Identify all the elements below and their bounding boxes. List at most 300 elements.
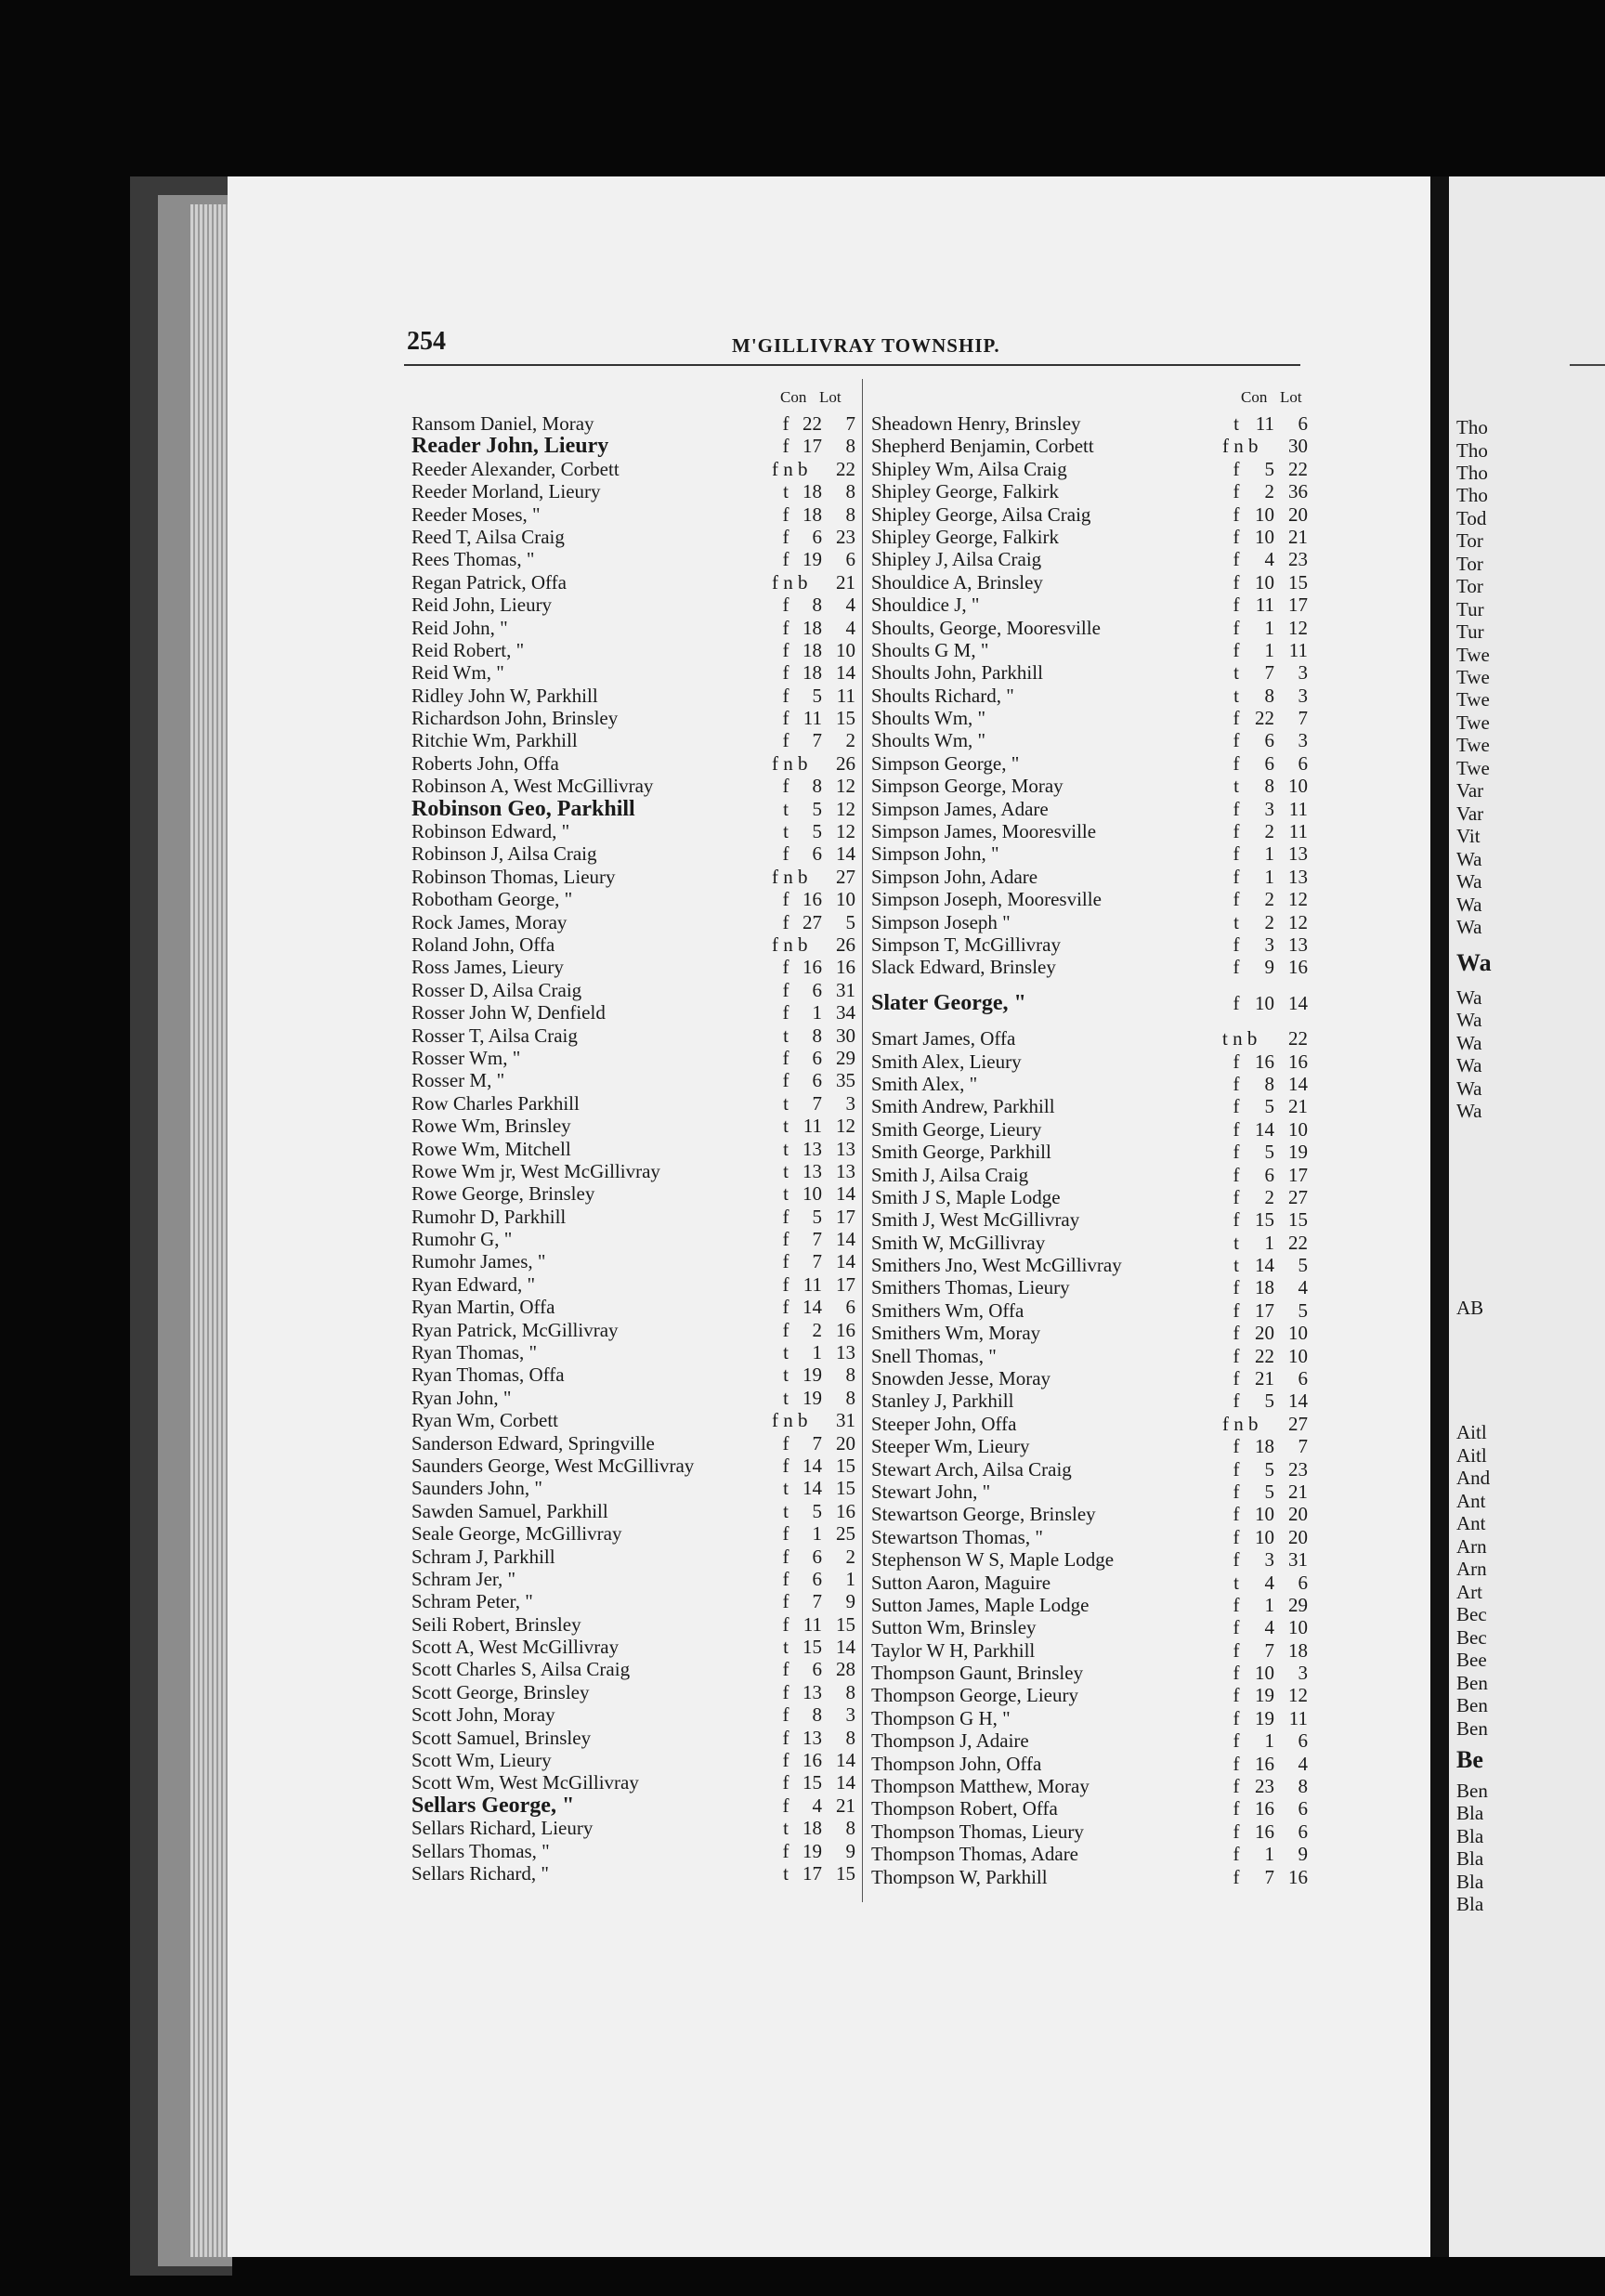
entry-name: Thompson G H, " [871,1706,1011,1729]
directory-entry [871,1141,1308,1163]
entry-name: Rock James, Moray [411,910,568,933]
facing-page-fragment: Wa [1456,894,1482,916]
tenure-type: f [782,1680,789,1703]
directory-entry [411,752,857,775]
directory-entry [871,1866,1308,1888]
directory-entry [411,548,857,570]
directory-entry [411,412,857,435]
directory-entry [411,1069,857,1091]
concession: 19 [1255,1706,1274,1729]
lot: 11 [836,684,855,707]
entry-name: Simpson Joseph, Mooresville [871,888,1102,911]
entry-name: Scott Samuel, Brinsley [411,1726,592,1749]
lot: 6 [1298,751,1308,775]
lot: 11 [1288,797,1308,820]
concession: 15 [1255,1208,1274,1232]
lot: 2 [845,1545,855,1568]
tenure-type: f [1233,1729,1240,1753]
directory-entry [871,911,1308,933]
directory-entry [871,1389,1308,1412]
facing-page-fragment: Wa [1456,848,1482,870]
directory-entry [871,707,1308,729]
entry-name: Richardson John, Brinsley [411,707,619,730]
lot: 28 [836,1658,855,1681]
lot: 12 [1288,1684,1308,1707]
directory-entry [411,911,857,933]
concession: 19 [802,1839,822,1862]
facing-page-fragment: Tur [1456,598,1484,620]
lot: 31 [836,978,855,1001]
tenure-type: f [1233,1525,1240,1548]
lot: 36 [1288,480,1308,503]
entry-name: Ryan Martin, Offa [411,1296,555,1319]
concession: 1 [1264,638,1274,661]
tenure-type: f n b [772,1409,808,1432]
tenure-type: f [782,1001,789,1024]
lot: 17 [1288,594,1308,617]
lot: 5 [1298,1298,1308,1322]
entry-name: Simpson T, McGillivray [871,933,1061,956]
directory-entry [871,1503,1308,1525]
concession: 16 [802,956,822,979]
lot: 13 [1288,842,1308,866]
concession: 7 [1264,1865,1274,1888]
concession: 11 [802,1115,822,1138]
lot: 17 [1288,1163,1308,1186]
tenure-type: f [1233,1706,1240,1729]
entry-name: Smithers Thomas, Lieury [871,1276,1070,1299]
entry-name: Slack Edward, Brinsley [871,956,1056,979]
tenure-type: f [782,616,789,639]
facing-page-fragment: Bla [1456,1871,1484,1893]
tenure-type: f [782,1431,789,1455]
entry-name: Robinson Edward, " [411,820,570,843]
lot: 16 [836,1318,855,1341]
concession: 5 [812,797,822,820]
directory-entry [871,752,1308,775]
facing-page-fragment: Bla [1456,1893,1484,1915]
entry-name: Ransom Daniel, Moray [411,412,594,435]
lot: 5 [845,910,855,933]
tenure-type: f [1233,1548,1240,1572]
directory-entry [871,548,1308,570]
concession: 10 [1255,991,1274,1014]
entry-name: Simpson Joseph " [871,910,1011,933]
directory-entry [871,480,1308,502]
directory-entry [871,842,1308,865]
tenure-type: t [783,1159,789,1182]
lot: 7 [1298,707,1308,730]
entry-name: Rowe Wm jr, West McGillivray [411,1159,660,1182]
concession: 5 [812,684,822,707]
tenure-type: t [783,1862,789,1885]
concession: 8 [1264,684,1274,707]
directory-entry [411,503,857,526]
facing-page [1449,176,1605,2257]
concession: 5 [812,820,822,843]
tenure-type: f n b [1222,435,1259,458]
lot: 13 [836,1341,855,1364]
concession: 13 [802,1137,822,1160]
entry-name: Scott A, West McGillivray [411,1636,620,1659]
lot: 34 [836,1001,855,1024]
concession: 8 [812,1703,822,1727]
lot: 2 [845,729,855,752]
lot: 14 [836,661,855,685]
directory-entry [871,820,1308,842]
tenure-type: t [783,1115,789,1138]
concession: 14 [802,1477,822,1500]
concession: 4 [812,1794,822,1817]
tenure-type: f [1233,842,1240,866]
directory-entry [871,1820,1308,1843]
tenure-type: t [783,1499,789,1522]
directory-entry [411,707,857,729]
concession: 1 [812,1341,822,1364]
lot: 10 [836,638,855,661]
lot: 3 [845,1703,855,1727]
facing-page-fragment: Wa [1456,870,1482,893]
tenure-type: f [1233,1616,1240,1639]
entry-name: Sheadown Henry, Brinsley [871,412,1081,435]
tenure-type: f [782,1726,789,1749]
entry-name: Smith J S, Maple Lodge [871,1185,1061,1208]
facing-page-fragment: Ben [1456,1780,1488,1802]
tenure-type: f [1233,729,1240,752]
directory-entry [411,1840,857,1862]
concession: 18 [802,480,822,503]
directory-entry [411,435,857,457]
tenure-type: t [783,1363,789,1387]
lot: 30 [1288,435,1308,458]
right-column [871,412,1308,1888]
directory-entry [411,866,857,888]
lot: 3 [1298,729,1308,752]
directory-entry [411,775,857,797]
lot: 3 [1298,1662,1308,1685]
tenure-type: f [1233,502,1240,526]
tenure-type: f [782,842,789,866]
tenure-type: f [782,1272,789,1296]
lot: 20 [1288,1503,1308,1526]
concession: 9 [1264,956,1274,979]
entry-name: Ryan Edward, " [411,1272,536,1296]
tenure-type: f [782,1069,789,1092]
running-title: M'GILLIVRAY TOWNSHIP. [732,334,1000,357]
concession: 10 [1255,570,1274,594]
tenure-type: f [782,707,789,730]
entry-name: Slater George, " [871,990,1026,1015]
lot: 6 [1298,1571,1308,1594]
directory-entry [411,888,857,910]
concession: 7 [812,1250,822,1273]
directory-entry [871,1413,1308,1435]
lot: 17 [836,1205,855,1228]
directory-entry [871,1843,1308,1865]
entry-name: Shouldice J, " [871,594,980,617]
directory-entry [411,1024,857,1047]
directory-entry [411,1206,857,1228]
directory-entry [411,1341,857,1363]
tenure-type: f [1233,1389,1240,1413]
entry-name: Sellars Richard, " [411,1862,549,1885]
entry-name: Smithers Wm, Moray [871,1322,1041,1345]
directory-entry [871,1526,1308,1548]
tenure-type: f [782,775,789,798]
tenure-type: t [783,1477,789,1500]
concession: 19 [1255,1684,1274,1707]
concession: 7 [812,1091,822,1115]
directory-entry [411,1001,857,1024]
directory-entry [411,526,857,548]
lot: 9 [1298,1843,1308,1866]
concession: 10 [802,1182,822,1206]
entry-name: Smith Andrew, Parkhill [871,1095,1055,1118]
right-lot-header: Lot [1280,388,1302,406]
facing-page-fragment: Twe [1456,711,1490,734]
lot: 8 [845,1680,855,1703]
entry-name: Schram Jer, " [411,1567,516,1590]
directory-entry [871,503,1308,526]
entry-name: Reid Robert, " [411,638,525,661]
tenure-type: f [782,1296,789,1319]
tenure-type: t [783,797,789,820]
right-con-header: Con [1241,388,1268,406]
entry-name: Taylor W H, Parkhill [871,1638,1036,1662]
facing-page-fragment: Vit [1456,825,1481,847]
lot: 8 [845,502,855,526]
lot: 21 [836,1794,855,1817]
tenure-type: f [1233,1276,1240,1299]
entry-name: Rowe Wm, Brinsley [411,1115,571,1138]
concession: 27 [802,910,822,933]
tenure-type: f [1233,525,1240,548]
entry-name: Smith J, Ailsa Craig [871,1163,1029,1186]
entry-name: Rees Thomas, " [411,548,535,571]
concession: 10 [1255,502,1274,526]
tenure-type: f [1233,570,1240,594]
concession: 7 [812,1590,822,1613]
entry-name: Shoults, George, Mooresville [871,616,1101,639]
concession: 11 [1255,412,1274,435]
tenure-type: f [782,1454,789,1477]
concession: 7 [812,1228,822,1251]
tenure-type: f [1233,991,1240,1014]
directory-entry [411,1590,857,1612]
lot: 10 [1288,1117,1308,1141]
entry-name: Sellars Thomas, " [411,1839,550,1862]
entry-name: Scott Charles S, Ailsa Craig [411,1658,631,1681]
lot: 15 [836,707,855,730]
facing-page-fragment: Twe [1456,666,1490,688]
concession: 11 [802,1612,822,1636]
concession: 2 [812,1318,822,1341]
directory-entry [411,1703,857,1726]
directory-entry [411,798,857,820]
entry-name: Thompson Thomas, Lieury [871,1820,1084,1843]
lot: 26 [836,751,855,775]
directory-entry [411,685,857,707]
concession: 7 [812,729,822,752]
entry-name: Thompson Thomas, Adare [871,1843,1079,1866]
concession: 4 [1264,548,1274,571]
tenure-type: f [782,729,789,752]
concession: 1 [1264,865,1274,888]
concession: 16 [802,888,822,911]
lot: 6 [1298,1797,1308,1820]
lot: 20 [836,1431,855,1455]
column-divider [862,379,863,1902]
lot: 23 [836,525,855,548]
lot: 27 [836,865,855,888]
facing-page-fragment: Tho [1456,484,1488,506]
facing-page-fragment: Wa [1456,986,1482,1009]
facing-page-fragment: Tor [1456,575,1483,597]
facing-page-fragment: Wa [1456,1077,1482,1100]
lot: 20 [1288,1525,1308,1548]
entry-name: Thompson George, Lieury [871,1684,1078,1707]
tenure-type: t [783,1182,789,1206]
entry-name: Thompson Robert, Offa [871,1797,1058,1820]
entry-name: Rumohr James, " [411,1250,546,1273]
lot: 15 [1288,570,1308,594]
concession: 17 [802,1862,822,1885]
concession: 1 [1264,616,1274,639]
concession: 16 [1255,1050,1274,1073]
tenure-type: f [1233,1843,1240,1866]
lot: 11 [1288,1706,1308,1729]
lot: 4 [845,616,855,639]
entry-name: Stanley J, Parkhill [871,1389,1014,1413]
concession: 1 [812,1522,822,1546]
lot: 6 [1298,412,1308,435]
entry-name: Rosser D, Ailsa Craig [411,978,582,1001]
directory-entry [871,1232,1308,1254]
tenure-type: t [783,1817,789,1840]
concession: 22 [1255,1344,1274,1367]
concession: 1 [1264,1729,1274,1753]
concession: 14 [1255,1254,1274,1277]
tenure-type: f [782,638,789,661]
directory-entry [871,1322,1308,1344]
directory-entry [411,820,857,842]
tenure-type: f [782,910,789,933]
tenure-type: f [782,1205,789,1228]
directory-entry [411,1727,857,1749]
tenure-type: f [782,1612,789,1636]
directory-entry [411,1862,857,1885]
tenure-type: f [782,1658,789,1681]
tenure-type: f [1233,1435,1240,1458]
tenure-type: f [1233,1662,1240,1685]
tenure-type: f [1233,1322,1240,1345]
directory-entry [871,1118,1308,1141]
lot: 29 [1288,1593,1308,1616]
concession: 6 [812,1069,822,1092]
directory-entry [871,1186,1308,1208]
lot: 12 [1288,888,1308,911]
tenure-type: f [1233,1457,1240,1481]
entry-name: Row Charles Parkhill [411,1091,580,1115]
concession: 10 [1255,1525,1274,1548]
entry-name: Rosser T, Ailsa Craig [411,1024,578,1047]
entry-name: Ryan John, " [411,1386,512,1409]
lot: 27 [1288,1185,1308,1208]
entry-name: Reader John, Lieury [411,434,609,459]
tenure-type: f [1233,1752,1240,1775]
lot: 4 [1298,1752,1308,1775]
concession: 5 [1264,1141,1274,1164]
directory-entry [411,1250,857,1272]
directory-entry [411,1409,857,1431]
directory-entry [871,1345,1308,1367]
tenure-type: f [782,1522,789,1546]
concession: 16 [1255,1752,1274,1775]
tenure-type: f [782,1545,789,1568]
lot: 8 [845,1817,855,1840]
concession: 10 [1255,1662,1274,1685]
directory-entry [871,1164,1308,1186]
lot: 26 [836,933,855,956]
directory-entry [411,1296,857,1318]
lot: 30 [836,1024,855,1047]
concession: 2 [1264,820,1274,843]
directory-entry [411,1160,857,1182]
concession: 2 [1264,1185,1274,1208]
tenure-type: f [782,594,789,617]
directory-entry [871,1707,1308,1729]
tenure-type: f [1233,1163,1240,1186]
concession: 22 [1255,707,1274,730]
tenure-type: t [783,1386,789,1409]
lot: 14 [1288,1072,1308,1095]
entry-name: Rosser Wm, " [411,1046,521,1069]
tenure-type: f [1233,1344,1240,1367]
facing-header-rule [1570,364,1605,366]
entry-name: Rowe Wm, Mitchell [411,1137,571,1160]
entry-name: Schram Peter, " [411,1590,533,1613]
facing-page-fragment: Ben [1456,1694,1488,1716]
directory-entry [411,1771,857,1794]
tenure-type: f n b [1222,1412,1259,1435]
tenure-type: f [782,525,789,548]
facing-page-fragment: Arn [1456,1535,1487,1558]
entry-name: Rumohr G, " [411,1228,513,1251]
tenure-type: f [1233,457,1240,480]
lot: 8 [845,435,855,458]
lot: 22 [1288,1231,1308,1254]
tenure-type: f [1233,1185,1240,1208]
concession: 5 [1264,1095,1274,1118]
tenure-type: f [1233,751,1240,775]
lot: 21 [1288,525,1308,548]
concession: 6 [812,525,822,548]
entry-name: Robinson A, West McGillivray [411,775,654,798]
directory-entry [411,729,857,751]
directory-entry [871,1662,1308,1684]
lot: 29 [836,1046,855,1069]
tenure-type: t [1233,412,1239,435]
concession: 13 [802,1726,822,1749]
facing-page-fragment: Bla [1456,1802,1484,1824]
facing-page-fragment: Aitl [1456,1421,1487,1443]
concession: 16 [1255,1820,1274,1843]
tenure-type: t [783,1341,789,1364]
directory-entry [871,1276,1308,1298]
concession: 18 [802,616,822,639]
facing-page-fragment: Bee [1456,1649,1487,1671]
concession: 13 [802,1159,822,1182]
